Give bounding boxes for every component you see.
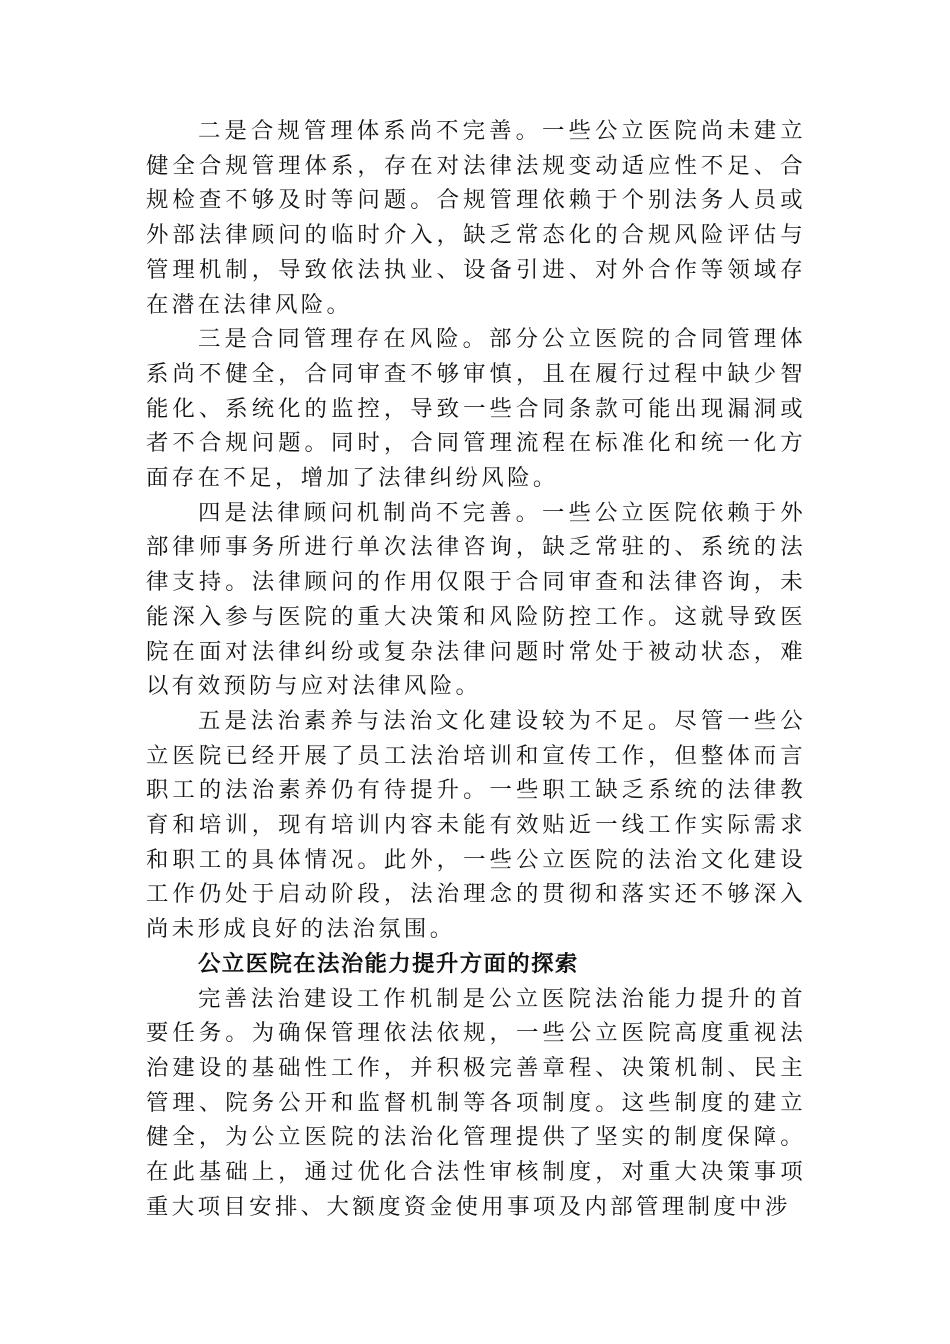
paragraph-compliance-management: 二是合规管理体系尚不完善。一些公立医院尚未建立健全合规管理体系，存在对法律法规变动适应性不足、合规检查不够及时等问题。合规管理依赖于个别法务人员或外部法律顾问的临时介入，缺乏常态化的合规风险评估与管理机制，导致依法执业、设备引进、对外合作等领域存在潜在法律风险。	[146, 118, 806, 318]
paragraph-legal-literacy: 五是法治素养与法治文化建设较为不足。尽管一些公立医院已经开展了员工法治培训和宣传工作，但整体而言职工的法治素养仍有待提升。一些职工缺乏系统的法律教育和培训，现有培训内容未能有效贴近一线工作实际需求和职工的具体情况。此外，一些公立医院的法治文化建设工作仍处于启动阶段，法治理念的贯彻和落实还不够深入尚未形成良好的法治氛围。	[146, 707, 806, 943]
paragraph-legal-counsel: 四是法律顾问机制尚不完善。一些公立医院依赖于外部律师事务所进行单次法律咨询，缺乏常驻的、系统的法律支持。法律顾问的作用仅限于合同审查和法律咨询，未能深入参与医院的重大决策和风险防控工作。这就导致医院在面对法律纠纷或复杂法律问题时常处于被动状态，难以有效预防与应对法律风险。	[146, 499, 806, 700]
section-heading: 公立医院在法治能力提升方面的探索	[198, 950, 579, 977]
paragraph-contract-management: 三是合同管理存在风险。部分公立医院的合同管理体系尚不健全，合同审查不够审慎，且在履行过程中缺少智能化、系统化的监控，导致一些合同条款可能出现漏洞或者不合规问题。同时，合同管理流程在标准化和统一化方面存在不足，增加了法律纠纷风险。	[146, 326, 806, 492]
paragraph-work-mechanism: 完善法治建设工作机制是公立医院法治能力提升的首要任务。为确保管理依法依规，一些公立医院高度重视法治建设的基础性工作，并积极完善章程、决策机制、民主管理、院务公开和监督机制等各项制度。这些制度的建立健全，为公立医院的法治化管理提供了坚实的制度保障。在此基础上，通过优化合法性审核制度，对重大决策事项重大项目安排、大额度资金使用事项及内部管理制度中涉	[146, 985, 806, 1220]
document-page	[146, 114, 806, 1225]
